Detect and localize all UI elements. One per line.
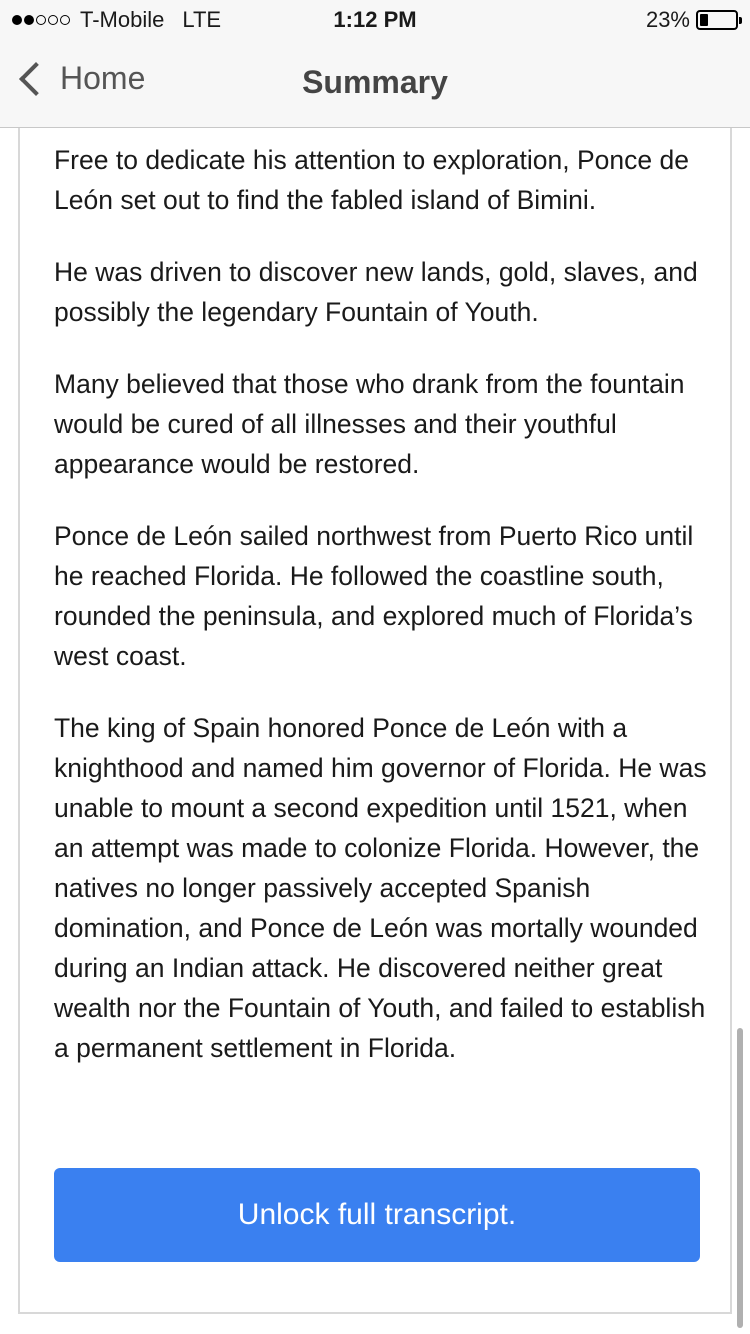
summary-paragraph: Ponce de León sailed northwest from Puerto Rico until he reached Florida. He followed the coastline south, rounded the peninsula, and explored much of Florida’s west coast. <box>54 521 694 671</box>
network-type: LTE <box>182 7 222 32</box>
summary-text <box>54 140 714 1100</box>
summary-paragraph: Many believed that those who drank from the fountain would be cured of all illnesses and their youthful appearance would be restored. <box>54 369 685 479</box>
navigation-bar <box>0 40 750 128</box>
battery-fill <box>700 14 708 26</box>
summary-paragraph: The king of Spain honored Ponce de León with a knighthood and named him governor of Florida. He was unable to mount a second expedition until 1521, when an attempt was made to colonize Florida. However, the natives no longer passively accepted Spanish domination, and Ponce de León was mortally wounded during an Indian attack. He discovered neither great wealth nor the Fountain of Youth, and failed to establish a permanent settlement in Florida. <box>54 713 707 1063</box>
status-right <box>646 8 738 32</box>
page-title: Summary <box>302 64 448 100</box>
summary-paragraph: Free to dedicate his attention to exploration, Ponce de León set out to find the fabled island of Bimini. <box>54 145 689 215</box>
carrier-name: T-Mobile <box>80 7 165 32</box>
back-button-label: Home <box>60 60 146 96</box>
battery-percent: 23% <box>645 7 690 32</box>
summary-card <box>18 128 732 1314</box>
status-time: 1:12 PM <box>333 7 417 32</box>
unlock-transcript-button[interactable]: Unlock full transcript. <box>54 1168 700 1262</box>
status-bar <box>0 0 750 40</box>
summary-paragraph: He was driven to discover new lands, gold, slaves, and possibly the legendary Fountain of Youth. <box>54 257 698 327</box>
battery-icon <box>696 10 738 30</box>
scrollbar[interactable] <box>737 1028 743 1328</box>
